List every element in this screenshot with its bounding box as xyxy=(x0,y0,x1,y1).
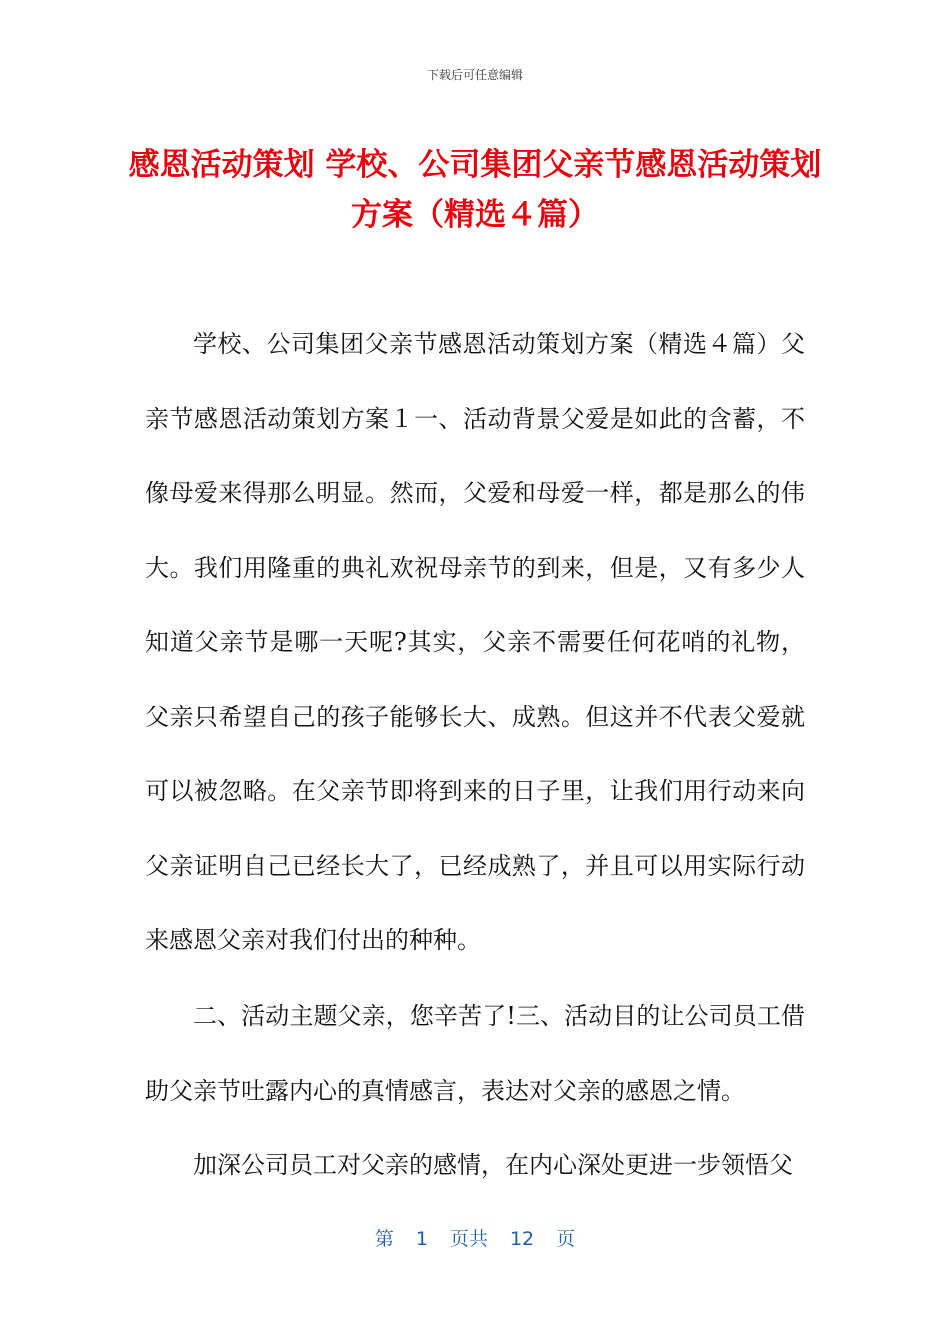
current-page-number: 1 xyxy=(415,1228,428,1250)
footer-middle: 页共 xyxy=(449,1228,488,1250)
paragraph-2: 二、活动主题父亲，您辛苦了!三、活动目的让公司员工借助父亲节吐露内心的真情感言，表达对父亲的感恩之情。 xyxy=(145,1002,805,1105)
document-title: 感恩活动策划 学校、公司集团父亲节感恩活动策划方案（精选４篇） xyxy=(128,147,822,233)
page-footer xyxy=(0,1224,950,1251)
header-note: 下载后可任意编辑 xyxy=(426,68,523,82)
paragraph-3: 加深公司员工对父亲的感情，在内心深处更进一步领悟父 xyxy=(193,1151,793,1179)
footer-suffix: 页 xyxy=(556,1228,576,1250)
paragraph-1: 学校、公司集团父亲节感恩活动策划方案（精选４篇）父亲节感恩活动策划方案１一、活动背景父爱是如此的含蓄，不像母爱来得那么明显。然而，父爱和母爱一样，都是那么的伟大。我们用隆重的典礼欢祝母亲节的到来，但是，又有多少人知道父亲节是哪一天呢?其实，父亲不需要任何花哨的礼物，父亲只希望自己的孩子能够长大、成熟。但这并不代表父爱就可以被忽略。在父亲节即将到来的日子里，让我们用行动来向父亲证明自己已经长大了，已经成熟了，并且可以用实际行动来感恩父亲对我们付出的种种。 xyxy=(145,330,805,954)
total-page-count: 12 xyxy=(509,1228,535,1250)
footer-prefix: 第 xyxy=(374,1228,394,1250)
